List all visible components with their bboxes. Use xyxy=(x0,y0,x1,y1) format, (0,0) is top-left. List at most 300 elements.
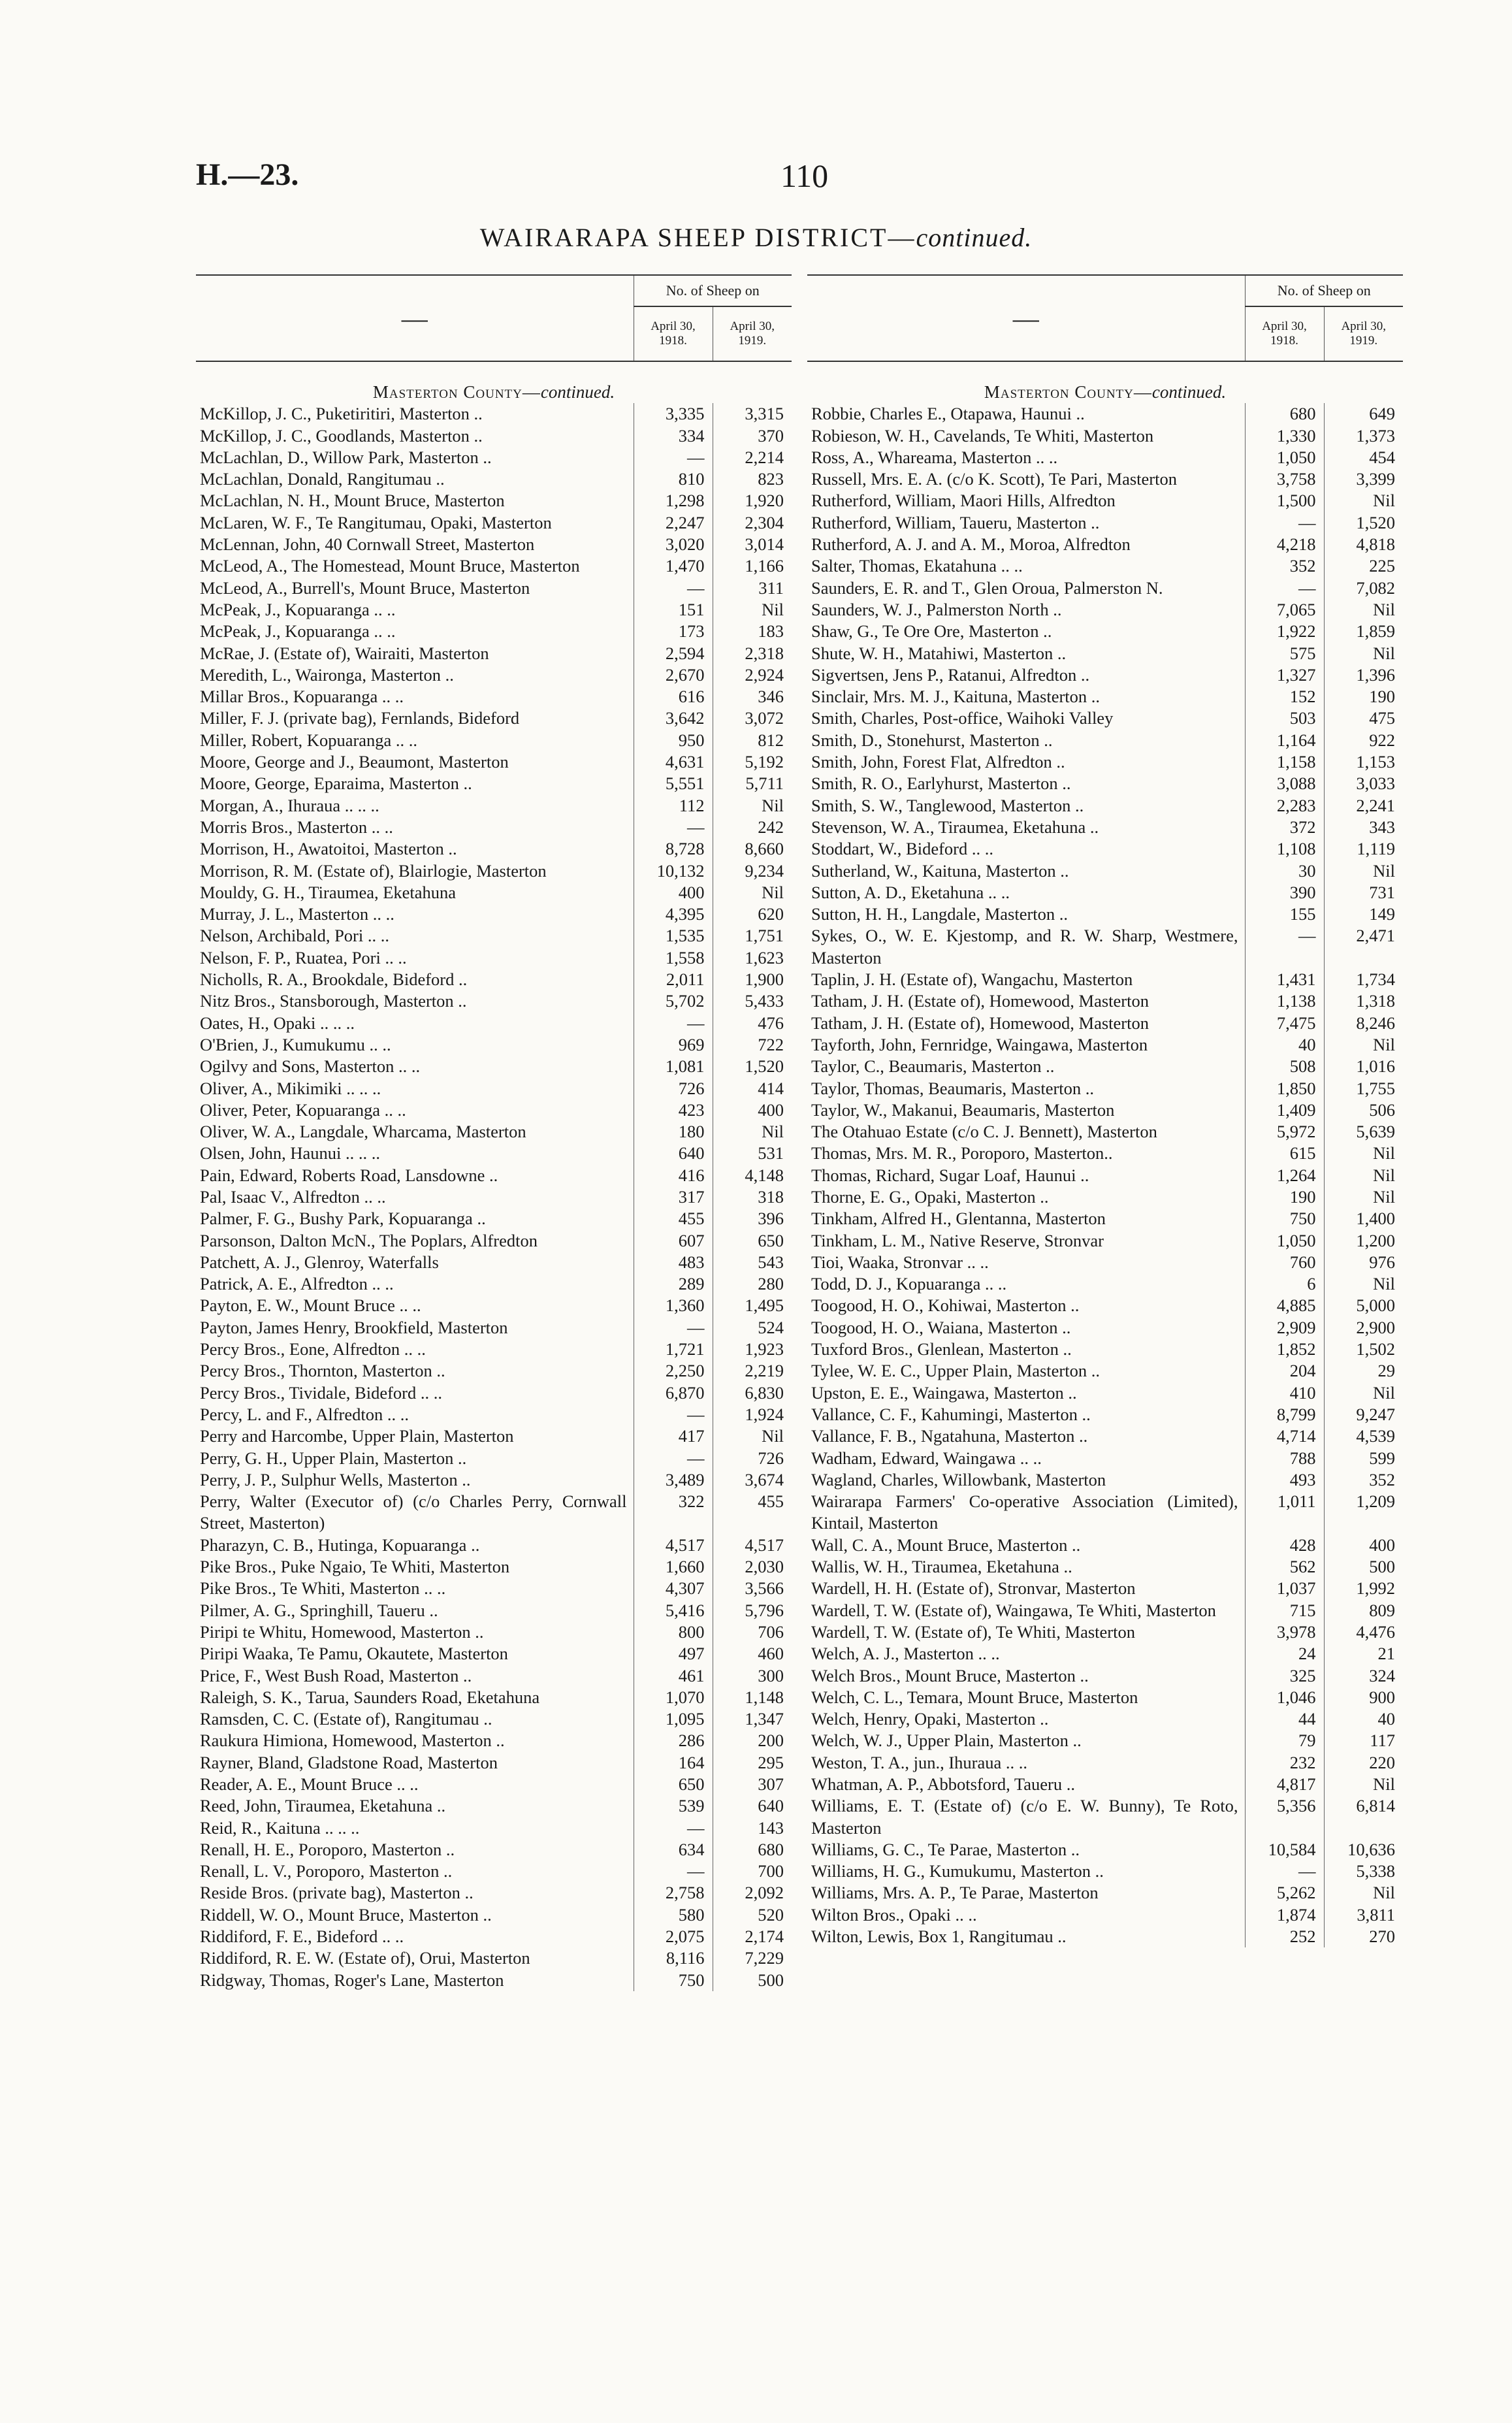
table-row xyxy=(807,621,1403,642)
owner-name-cell: Williams, Mrs. A. P., Te Parae, Masterton xyxy=(807,1882,1245,1904)
sheep-1919-cell: 346 xyxy=(758,687,784,707)
sheep-1919-cell: Nil xyxy=(1373,1274,1396,1294)
table-row xyxy=(196,990,792,1012)
sheep-1919-cell: 460 xyxy=(758,1644,784,1664)
table-row xyxy=(196,795,792,817)
table-row xyxy=(807,1904,1403,1926)
owner-name-cell: McKillop, J. C., Goodlands, Masterton .. xyxy=(196,425,634,447)
table-row xyxy=(196,1382,792,1404)
table-body-left xyxy=(196,361,792,1991)
sheep-1918-cell: — xyxy=(634,1404,713,1425)
column-header-name: — xyxy=(807,275,1245,361)
table-row xyxy=(196,1273,792,1295)
sheep-1919-cell: 455 xyxy=(758,1491,784,1512)
sheep-1918-cell: 3,978 xyxy=(1245,1621,1324,1643)
sheep-1919-cell: 1,623 xyxy=(745,947,784,968)
owner-name-cell: McPeak, J., Kopuaranga .. .. xyxy=(196,599,634,621)
sheep-1918-cell: 2,011 xyxy=(634,969,713,990)
owner-name-cell: Wardell, T. W. (Estate of), Te Whiti, Masterton xyxy=(807,1621,1245,1643)
sheep-1918-cell: 1,050 xyxy=(1245,1230,1324,1252)
table-row xyxy=(196,1165,792,1186)
sheep-1918-cell: 30 xyxy=(1245,860,1324,882)
sheep-1918-cell: 810 xyxy=(634,468,713,490)
table-row xyxy=(196,1360,792,1382)
owner-name-cell: Payton, E. W., Mount Bruce .. .. xyxy=(196,1295,634,1316)
table-row xyxy=(807,403,1403,425)
owner-name-cell: Toogood, H. O., Kohiwai, Masterton .. xyxy=(807,1295,1245,1316)
sheep-1918-cell: 1,558 xyxy=(634,947,713,969)
table-row xyxy=(196,1143,792,1164)
sheep-1919-cell: 476 xyxy=(758,1013,784,1033)
sheep-1918-cell: 4,817 xyxy=(1245,1774,1324,1795)
sheep-1918-cell: 400 xyxy=(634,882,713,903)
sheep-1919-cell: 183 xyxy=(758,621,784,642)
table-row xyxy=(196,686,792,707)
owner-name-cell: Ridgway, Thomas, Roger's Lane, Masterton xyxy=(196,1970,634,1991)
sheep-1918-cell: 562 xyxy=(1245,1556,1324,1578)
owner-name-cell: Whatman, A. P., Abbotsford, Taueru .. xyxy=(807,1774,1245,1795)
sheep-1919-cell: 809 xyxy=(1369,1600,1396,1620)
table-row xyxy=(196,817,792,838)
sheep-1919-cell: 8,246 xyxy=(1356,1013,1396,1033)
owner-name-cell: Moore, George and J., Beaumont, Masterton xyxy=(196,751,634,773)
table-row xyxy=(807,1078,1403,1099)
sheep-1919-cell: 280 xyxy=(758,1274,784,1294)
sheep-1919-cell: 2,174 xyxy=(745,1927,784,1947)
sheep-1919-cell: 1,148 xyxy=(745,1687,784,1707)
sheep-1919-cell: 731 xyxy=(1369,882,1396,902)
sheep-1918-cell: — xyxy=(1245,1861,1324,1882)
owner-name-cell: Williams, G. C., Te Parae, Masterton .. xyxy=(807,1839,1245,1861)
owner-name-cell: McLachlan, Donald, Rangitumau .. xyxy=(196,468,634,490)
table-row xyxy=(196,1621,792,1643)
owner-name-cell: Wallis, W. H., Tiraumea, Eketahuna .. xyxy=(807,1556,1245,1578)
table-row xyxy=(807,1208,1403,1229)
right-column xyxy=(807,274,1403,1947)
sheep-1919-cell: 5,711 xyxy=(745,773,784,794)
sheep-1919-cell: 5,433 xyxy=(745,991,784,1011)
sheep-1919-cell: 324 xyxy=(1369,1665,1396,1685)
table-row xyxy=(196,1839,792,1861)
sheep-1919-cell: Nil xyxy=(762,599,784,619)
sheep-1918-cell: 1,046 xyxy=(1245,1687,1324,1708)
owner-name-cell: Percy, L. and F., Alfredton .. .. xyxy=(196,1404,634,1425)
table-row xyxy=(807,1273,1403,1295)
sheep-1918-cell: 1,070 xyxy=(634,1687,713,1708)
table-row xyxy=(807,1121,1403,1143)
sheep-1919-cell: 1,373 xyxy=(1356,425,1396,446)
sheep-1919-cell: Nil xyxy=(762,1426,784,1446)
sheep-1918-cell: 322 xyxy=(634,1491,713,1535)
owner-name-cell: McPeak, J., Kopuaranga .. .. xyxy=(196,621,634,642)
sheep-1918-cell: 1,922 xyxy=(1245,621,1324,642)
owner-name-cell: Riddiford, R. E. W. (Estate of), Orui, Masterton xyxy=(196,1947,634,1969)
sheep-1918-cell: 334 xyxy=(634,425,713,447)
sheep-1918-cell: — xyxy=(634,447,713,468)
sheep-1919-cell: Nil xyxy=(762,1122,784,1142)
table-row xyxy=(807,1752,1403,1774)
sheep-1919-cell: 706 xyxy=(758,1621,784,1642)
owner-name-cell: Sykes, O., W. E. Kjestomp, and R. W. Sharp, Westmere, Masterton xyxy=(807,925,1245,969)
sheep-1919-cell: 1,495 xyxy=(745,1295,784,1316)
table-row xyxy=(807,1186,1403,1208)
table-row xyxy=(807,990,1403,1012)
owner-name-cell: Moore, George, Eparaima, Masterton .. xyxy=(196,773,634,794)
sheep-1919-cell: 5,000 xyxy=(1356,1295,1396,1316)
sheep-1919-cell: Nil xyxy=(1373,1382,1396,1403)
sheep-1918-cell: 2,670 xyxy=(634,664,713,686)
sheep-1919-cell: 599 xyxy=(1369,1448,1396,1468)
owner-name-cell: Parsonson, Dalton McN., The Poplars, Alfredton xyxy=(196,1230,634,1252)
sheep-1918-cell: 607 xyxy=(634,1230,713,1252)
owner-name-cell: Percy Bros., Thornton, Masterton .. xyxy=(196,1360,634,1382)
sheep-1919-cell: 1,923 xyxy=(745,1339,784,1359)
table-row xyxy=(807,664,1403,686)
owner-name-cell: Riddiford, F. E., Bideford .. .. xyxy=(196,1926,634,1947)
sheep-1919-cell: 3,811 xyxy=(1357,1904,1396,1925)
owner-name-cell: Smith, John, Forest Flat, Alfredton .. xyxy=(807,751,1245,773)
sheep-1919-cell: 4,517 xyxy=(745,1535,784,1555)
owner-name-cell: Shute, W. H., Matahiwi, Masterton .. xyxy=(807,643,1245,664)
sheep-1918-cell: 1,095 xyxy=(634,1708,713,1730)
sheep-1919-cell: 9,234 xyxy=(745,860,784,881)
sheep-1918-cell: 3,335 xyxy=(634,403,713,425)
table-row xyxy=(196,1535,792,1556)
sheep-1919-cell: 2,214 xyxy=(745,447,784,467)
table-row xyxy=(196,1295,792,1316)
table-row xyxy=(807,1252,1403,1273)
title-continued: continued. xyxy=(916,223,1033,252)
owner-name-cell: Percy Bros., Tividale, Bideford .. .. xyxy=(196,1382,634,1404)
sheep-1919-cell: 270 xyxy=(1369,1927,1396,1947)
owner-name-cell: Thorne, E. G., Opaki, Masterton .. xyxy=(807,1186,1245,1208)
owner-name-cell: Morrison, H., Awatoitoi, Masterton .. xyxy=(196,838,634,860)
sheep-1919-cell: 307 xyxy=(758,1774,784,1794)
owner-name-cell: Reside Bros. (private bag), Masterton .. xyxy=(196,1882,634,1904)
sheep-table-left xyxy=(196,274,792,1991)
table-row xyxy=(807,1491,1403,1535)
sheep-1919-cell: 200 xyxy=(758,1731,784,1751)
sheep-1919-cell: 1,396 xyxy=(1356,664,1396,685)
table-row xyxy=(807,1339,1403,1360)
owner-name-cell: Russell, Mrs. E. A. (c/o K. Scott), Te Pari, Masterton xyxy=(807,468,1245,490)
table-row xyxy=(196,577,792,599)
sheep-1918-cell: 4,307 xyxy=(634,1578,713,1599)
table-row xyxy=(807,447,1403,468)
sheep-1919-cell: 1,992 xyxy=(1356,1578,1396,1599)
sheep-1919-cell: 3,014 xyxy=(745,534,784,555)
sheep-1919-cell: 1,209 xyxy=(1356,1491,1396,1512)
sheep-1919-cell: 2,304 xyxy=(745,512,784,532)
table-row xyxy=(196,403,792,425)
owner-name-cell: Sutton, A. D., Eketahuna .. .. xyxy=(807,882,1245,903)
sheep-1919-cell: 500 xyxy=(758,1970,784,1990)
sheep-1919-cell: 242 xyxy=(758,817,784,837)
sheep-1918-cell: — xyxy=(634,1861,713,1882)
table-row xyxy=(807,1708,1403,1730)
owner-name-cell: Welch, C. L., Temara, Mount Bruce, Masterton xyxy=(807,1687,1245,1708)
table-row xyxy=(196,555,792,577)
column-header-group: No. of Sheep on xyxy=(1245,275,1403,306)
sheep-1919-cell: 3,399 xyxy=(1356,469,1396,489)
table-row xyxy=(196,751,792,773)
owner-name-cell: Saunders, W. J., Palmerston North .. xyxy=(807,599,1245,621)
table-row xyxy=(807,1295,1403,1316)
table-row xyxy=(807,1448,1403,1469)
table-row xyxy=(196,1556,792,1578)
owner-name-cell: Price, F., West Bush Road, Masterton .. xyxy=(196,1665,634,1687)
table-row xyxy=(807,1143,1403,1164)
sheep-1918-cell: 455 xyxy=(634,1208,713,1229)
sheep-1918-cell: 1,721 xyxy=(634,1339,713,1360)
owner-name-cell: Wardell, T. W. (Estate of), Waingawa, Te Whiti, Masterton xyxy=(807,1600,1245,1621)
sheep-1919-cell: 1,502 xyxy=(1356,1339,1396,1359)
sheep-1918-cell: 5,262 xyxy=(1245,1882,1324,1904)
table-row xyxy=(196,447,792,468)
table-row xyxy=(196,1186,792,1208)
sheep-1919-cell: 620 xyxy=(758,904,784,924)
sheep-1919-cell: 190 xyxy=(1369,687,1396,707)
table-row xyxy=(807,838,1403,860)
table-row xyxy=(196,1448,792,1469)
owner-name-cell: O'Brien, J., Kumukumu .. .. xyxy=(196,1034,634,1056)
table-row xyxy=(196,969,792,990)
sheep-1918-cell: 3,758 xyxy=(1245,468,1324,490)
owner-name-cell: Nicholls, R. A., Brookdale, Bideford .. xyxy=(196,969,634,990)
sheep-1919-cell: 1,200 xyxy=(1356,1230,1396,1250)
table-row xyxy=(807,599,1403,621)
sheep-1919-cell: 520 xyxy=(758,1904,784,1925)
sheep-1918-cell: 151 xyxy=(634,599,713,621)
table-row xyxy=(196,1099,792,1121)
sheep-1919-cell: 4,818 xyxy=(1356,534,1396,555)
sheep-1919-cell: 1,520 xyxy=(745,1056,784,1077)
sheep-1918-cell: 4,395 xyxy=(634,903,713,925)
sheep-1919-cell: 2,241 xyxy=(1356,795,1396,815)
sheep-1918-cell: — xyxy=(634,1448,713,1469)
table-row xyxy=(807,1643,1403,1665)
sheep-1918-cell: 4,517 xyxy=(634,1535,713,1556)
sheep-1918-cell: 1,327 xyxy=(1245,664,1324,686)
sheep-1919-cell: 475 xyxy=(1369,708,1396,728)
sheep-1918-cell: 4,714 xyxy=(1245,1425,1324,1447)
table-row xyxy=(196,1774,792,1795)
owner-name-cell: Pike Bros., Te Whiti, Masterton .. .. xyxy=(196,1578,634,1599)
owner-name-cell: Rutherford, A. J. and A. M., Moroa, Alfredton xyxy=(807,534,1245,555)
sheep-1919-cell: 10,636 xyxy=(1347,1839,1396,1859)
sheep-1919-cell: 1,751 xyxy=(745,926,784,946)
owner-name-cell: Ross, A., Whareama, Masterton .. .. xyxy=(807,447,1245,468)
owner-name-cell: McLachlan, N. H., Mount Bruce, Masterton xyxy=(196,490,634,512)
sheep-1919-cell: 531 xyxy=(758,1143,784,1163)
owner-name-cell: Wilton, Lewis, Box 1, Rangitumau .. xyxy=(807,1926,1245,1947)
owner-name-cell: Tinkham, L. M., Native Reserve, Stronvar xyxy=(807,1230,1245,1252)
owner-name-cell: Ogilvy and Sons, Masterton .. .. xyxy=(196,1056,634,1077)
sheep-1918-cell: 3,489 xyxy=(634,1469,713,1491)
column-header-group: No. of Sheep on xyxy=(634,275,792,306)
sheep-1919-cell: 823 xyxy=(758,469,784,489)
table-row xyxy=(196,1339,792,1360)
sheep-1918-cell: 79 xyxy=(1245,1730,1324,1751)
table-row xyxy=(196,1817,792,1839)
sheep-1919-cell: 9,247 xyxy=(1356,1404,1396,1424)
sheep-1919-cell: 2,924 xyxy=(745,664,784,685)
sheep-1919-cell: 400 xyxy=(1369,1535,1396,1555)
owner-name-cell: Raleigh, S. K., Tarua, Saunders Road, Eketahuna xyxy=(196,1687,634,1708)
table-row xyxy=(807,773,1403,794)
owner-name-cell: Perry and Harcombe, Upper Plain, Masterton xyxy=(196,1425,634,1447)
sheep-1918-cell: 204 xyxy=(1245,1360,1324,1382)
sheep-1919-cell: 311 xyxy=(758,577,784,598)
table-row xyxy=(807,903,1403,925)
sheep-1919-cell: 2,318 xyxy=(745,643,784,663)
table-row xyxy=(196,1730,792,1751)
owner-name-cell: Pain, Edward, Roberts Road, Lansdowne .. xyxy=(196,1165,634,1186)
table-row xyxy=(807,1425,1403,1447)
sheep-1918-cell: 1,081 xyxy=(634,1056,713,1077)
sheep-1919-cell: Nil xyxy=(1373,1034,1396,1054)
owner-name-cell: Stoddart, W., Bideford .. .. xyxy=(807,838,1245,860)
owner-name-cell: Tatham, J. H. (Estate of), Homewood, Masterton xyxy=(807,1013,1245,1034)
owner-name-cell: Vallance, F. B., Ngatahuna, Masterton .. xyxy=(807,1425,1245,1447)
sheep-1918-cell: 750 xyxy=(1245,1208,1324,1229)
sheep-1918-cell: 1,660 xyxy=(634,1556,713,1578)
sheep-1919-cell: 649 xyxy=(1369,404,1396,424)
table-row xyxy=(807,1774,1403,1795)
owner-name-cell: Oates, H., Opaki .. .. .. xyxy=(196,1013,634,1034)
sheep-1919-cell: 400 xyxy=(758,1099,784,1120)
column-header-1918: April 30, 1918. xyxy=(634,306,713,361)
sheep-1918-cell: 1,011 xyxy=(1245,1491,1324,1535)
section-heading: Masterton County—continued. xyxy=(984,382,1227,402)
column-header-name: — xyxy=(196,275,634,361)
sheep-1918-cell: 286 xyxy=(634,1730,713,1751)
sheep-1918-cell: 352 xyxy=(1245,555,1324,577)
owner-name-cell: McLeod, A., Burrell's, Mount Bruce, Masterton xyxy=(196,577,634,599)
sheep-1918-cell: — xyxy=(1245,512,1324,534)
owner-name-cell: Taylor, W., Makanui, Beaumaris, Masterton xyxy=(807,1099,1245,1121)
sheep-1919-cell: 1,347 xyxy=(745,1709,784,1729)
sheep-1919-cell: 6,814 xyxy=(1356,1796,1396,1816)
sheep-1919-cell: 225 xyxy=(1369,556,1396,576)
sheep-1919-cell: Nil xyxy=(1373,643,1396,663)
owner-name-cell: Miller, Robert, Kopuaranga .. .. xyxy=(196,730,634,751)
owner-name-cell: Toogood, H. O., Waiana, Masterton .. xyxy=(807,1317,1245,1339)
sheep-1919-cell: 21 xyxy=(1377,1644,1396,1664)
table-row xyxy=(807,1578,1403,1599)
sheep-1918-cell: 1,138 xyxy=(1245,990,1324,1012)
sheep-1919-cell: 5,639 xyxy=(1356,1122,1396,1142)
sheep-1918-cell: 634 xyxy=(634,1839,713,1861)
sheep-1918-cell: 483 xyxy=(634,1252,713,1273)
sheep-1919-cell: 300 xyxy=(758,1665,784,1685)
sheep-table-right xyxy=(807,274,1403,1947)
sheep-1918-cell: 1,850 xyxy=(1245,1078,1324,1099)
sheep-1919-cell: 1,920 xyxy=(745,491,784,511)
owner-name-cell: Todd, D. J., Kopuaranga .. .. xyxy=(807,1273,1245,1295)
owner-name-cell: Olsen, John, Haunui .. .. .. xyxy=(196,1143,634,1164)
table-row xyxy=(196,599,792,621)
owner-name-cell: Pilmer, A. G., Springhill, Taueru .. xyxy=(196,1600,634,1621)
table-row xyxy=(807,534,1403,555)
table-row xyxy=(807,490,1403,512)
sheep-1919-cell: 4,539 xyxy=(1356,1426,1396,1446)
sheep-1919-cell: 680 xyxy=(758,1839,784,1859)
sheep-1918-cell: 800 xyxy=(634,1621,713,1643)
owner-name-cell: Piripi te Whitu, Homewood, Masterton .. xyxy=(196,1621,634,1643)
table-row xyxy=(807,468,1403,490)
table-row xyxy=(807,860,1403,882)
table-row xyxy=(196,1404,792,1425)
sheep-1918-cell: 461 xyxy=(634,1665,713,1687)
table-row xyxy=(196,1861,792,1882)
table-row xyxy=(807,1230,1403,1252)
sheep-1919-cell: 4,476 xyxy=(1356,1621,1396,1642)
owner-name-cell: Pharazyn, C. B., Hutinga, Kopuaranga .. xyxy=(196,1535,634,1556)
sheep-1918-cell: 4,885 xyxy=(1245,1295,1324,1316)
owner-name-cell: Pike Bros., Puke Ngaio, Te Whiti, Masterton xyxy=(196,1556,634,1578)
owner-name-cell: Shaw, G., Te Ore Ore, Masterton .. xyxy=(807,621,1245,642)
sheep-1918-cell: 3,020 xyxy=(634,534,713,555)
owner-name-cell: Rayner, Bland, Gladstone Road, Masterton xyxy=(196,1752,634,1774)
table-row xyxy=(196,468,792,490)
table-row xyxy=(807,707,1403,729)
table-row xyxy=(196,1425,792,1447)
sheep-1918-cell: 616 xyxy=(634,686,713,707)
sheep-1918-cell: 950 xyxy=(634,730,713,751)
sheep-1918-cell: 1,037 xyxy=(1245,1578,1324,1599)
table-row xyxy=(196,534,792,555)
table-row xyxy=(807,1730,1403,1751)
table-row xyxy=(807,795,1403,817)
sheep-1919-cell: Nil xyxy=(1373,860,1396,881)
sheep-1919-cell: Nil xyxy=(1373,1774,1396,1794)
sheep-1918-cell: 575 xyxy=(1245,643,1324,664)
sheep-1919-cell: 220 xyxy=(1369,1752,1396,1772)
report-reference: H.—23. xyxy=(196,157,299,192)
table-row xyxy=(196,1708,792,1730)
owner-name-cell: Salter, Thomas, Ekatahuna .. .. xyxy=(807,555,1245,577)
table-row xyxy=(196,1121,792,1143)
sheep-1918-cell: 1,470 xyxy=(634,555,713,577)
sheep-1918-cell: 1,164 xyxy=(1245,730,1324,751)
sheep-1919-cell: 4,148 xyxy=(745,1165,784,1185)
table-row xyxy=(196,490,792,512)
table-row xyxy=(196,643,792,664)
sheep-1918-cell: 5,356 xyxy=(1245,1795,1324,1839)
table-row xyxy=(807,1621,1403,1643)
owner-name-cell: Sutton, H. H., Langdale, Masterton .. xyxy=(807,903,1245,925)
owner-name-cell: Raukura Himiona, Homewood, Masterton .. xyxy=(196,1730,634,1751)
owner-name-cell: Wagland, Charles, Willowbank, Masterton xyxy=(807,1469,1245,1491)
table-row xyxy=(196,1665,792,1687)
sheep-1918-cell: 6 xyxy=(1245,1273,1324,1295)
sheep-1919-cell: 5,796 xyxy=(745,1600,784,1620)
sheep-1918-cell: 164 xyxy=(634,1752,713,1774)
sheep-1919-cell: 7,229 xyxy=(745,1948,784,1968)
sheep-1918-cell: 232 xyxy=(1245,1752,1324,1774)
sheep-1919-cell: Nil xyxy=(1373,599,1396,619)
sheep-1919-cell: 29 xyxy=(1377,1361,1396,1381)
owner-name-cell: Smith, Charles, Post-office, Waihoki Valley xyxy=(807,707,1245,729)
table-row xyxy=(807,686,1403,707)
owner-name-cell: Weston, T. A., jun., Ihuraua .. .. xyxy=(807,1752,1245,1774)
left-column xyxy=(196,274,792,1991)
sheep-1919-cell: 506 xyxy=(1369,1099,1396,1120)
section-heading: Masterton County—continued. xyxy=(372,382,615,402)
owner-name-cell: Reader, A. E., Mount Bruce .. .. xyxy=(196,1774,634,1795)
sheep-1919-cell: 722 xyxy=(758,1034,784,1054)
